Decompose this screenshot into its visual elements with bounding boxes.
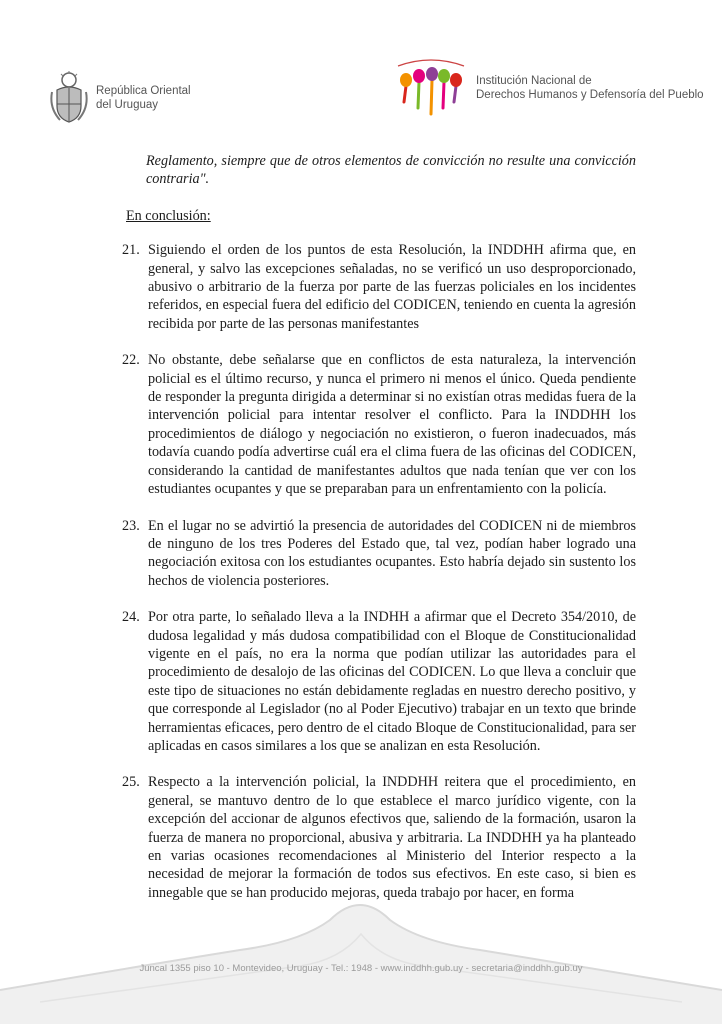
list-item	[122, 351, 636, 498]
list-item	[122, 241, 636, 333]
item-number: 22.	[122, 352, 140, 369]
item-text: No obstante, debe señalarse que en conflictos de esta naturaleza, la intervención policial es el último recurso, y nunca el primero ni menos el único. Queda pendiente de responder la pregunta dirigida a determinar si no existían otras medidas fuera de la intervención policial para intentar resolver el conflicto. Para la INDDHH los procedimientos de diálogo y negociación no existieron, o fueron inadecuados, más todavía cuando podía advertirse cuál era el clima fuera de las oficinas del CODICEN, considerando la cantidad de manifestantes adultos que nada tenían que ver con los estudiantes ocupantes y que se preparaban para un enfrentamiento con la policía.	[148, 352, 636, 498]
list-item	[122, 517, 636, 591]
institution-line-1: Institución Nacional de	[476, 75, 592, 87]
item-text: Siguiendo el orden de los puntos de esta Resolución, la INDDHH afirma que, en general, y salvo las excepciones señaladas, no se verificó un uso desproporcionado, abusivo o arbitrario de la fuerza por parte de las fuerzas policiales en los incidentes referidos, en especial fuera del edificio del CODICEN, teniendo en cuenta la agresión recibida por parte de las personas manifestantes	[148, 242, 636, 332]
republic-line-2: del Uruguay	[96, 99, 159, 111]
document-body	[122, 152, 636, 920]
item-number: 23.	[122, 517, 140, 534]
footer-contact: Juncal 1355 piso 10 - Montevideo, Uruguay - Tel.: 1948 - www.inddhh.gub.uy - secretaria@inddhh.gub.uy	[139, 963, 583, 974]
item-text: Respecto a la intervención policial, la INDDHH reitera que el procedimiento, en general, se mantuvo dentro de lo que establece el marco jurídico vigente, con la excepción del accionar de algunos efectivos que, saliendo de la formación, usaron la fuerza de manera no proporcional, abusiva y arbitraria. La INDDHH ya ha planteado en varias ocasiones recomendaciones al Ministerio del Interior respecto a la necesidad de mejorar la formación de todos sus efectivos. En este caso, si bien es innegable que se han producido mejoras, queda trabajo por hacer, en forma	[148, 774, 636, 901]
list-item	[122, 608, 636, 755]
footer-wave-decoration	[0, 880, 722, 1024]
section-heading: En conclusión:	[126, 207, 211, 224]
item-number: 21.	[122, 242, 140, 259]
institution-header	[394, 58, 704, 118]
item-number: 25.	[122, 774, 140, 791]
institution-line-2: Derechos Humanos y Defensoría del Pueblo	[476, 89, 704, 101]
conclusion-list	[122, 241, 636, 902]
quote-paragraph: Reglamento, siempre que de otros elementos de convicción no resulte una convicción contraria".	[146, 153, 636, 188]
coat-of-arms-icon	[48, 70, 90, 126]
item-text: En el lugar no se advirtió la presencia de autoridades del CODICEN ni de miembros de ninguno de los tres Poderes del Estado que, tal vez, podían haber logrado una negociación exitosa con los estudiantes ocupantes. Esto habría dejado sin sustento los hechos de violencia posteriores.	[148, 517, 636, 589]
item-text: Por otra parte, lo señalado lleva a la INDHH a afirmar que el Decreto 354/2010, de dudosa legalidad y más dudosa compatibilidad con el Bloque de Constitucionalidad vigente en el país, no era la norma que podían utilizar las autoridades para el procedimiento de desalojo de las oficinas del CODICEN. Lo que lleva a concluir que este tipo de situaciones no están debidamente regladas en nuestro derecho positivo, y que corresponde al Legislador (no al Poder Ejecutivo) trabajar en un texto que brinde herramientas eficaces, pero dentro de el citado Bloque de Constitucionalidad, para ser aplicadas en casos similares a los que se analizan en esta Resolución.	[148, 609, 636, 754]
inddhh-logo-icon	[394, 58, 468, 118]
republic-line-1: República Oriental	[96, 85, 191, 97]
item-number: 24.	[122, 609, 140, 626]
republic-header	[48, 70, 191, 126]
